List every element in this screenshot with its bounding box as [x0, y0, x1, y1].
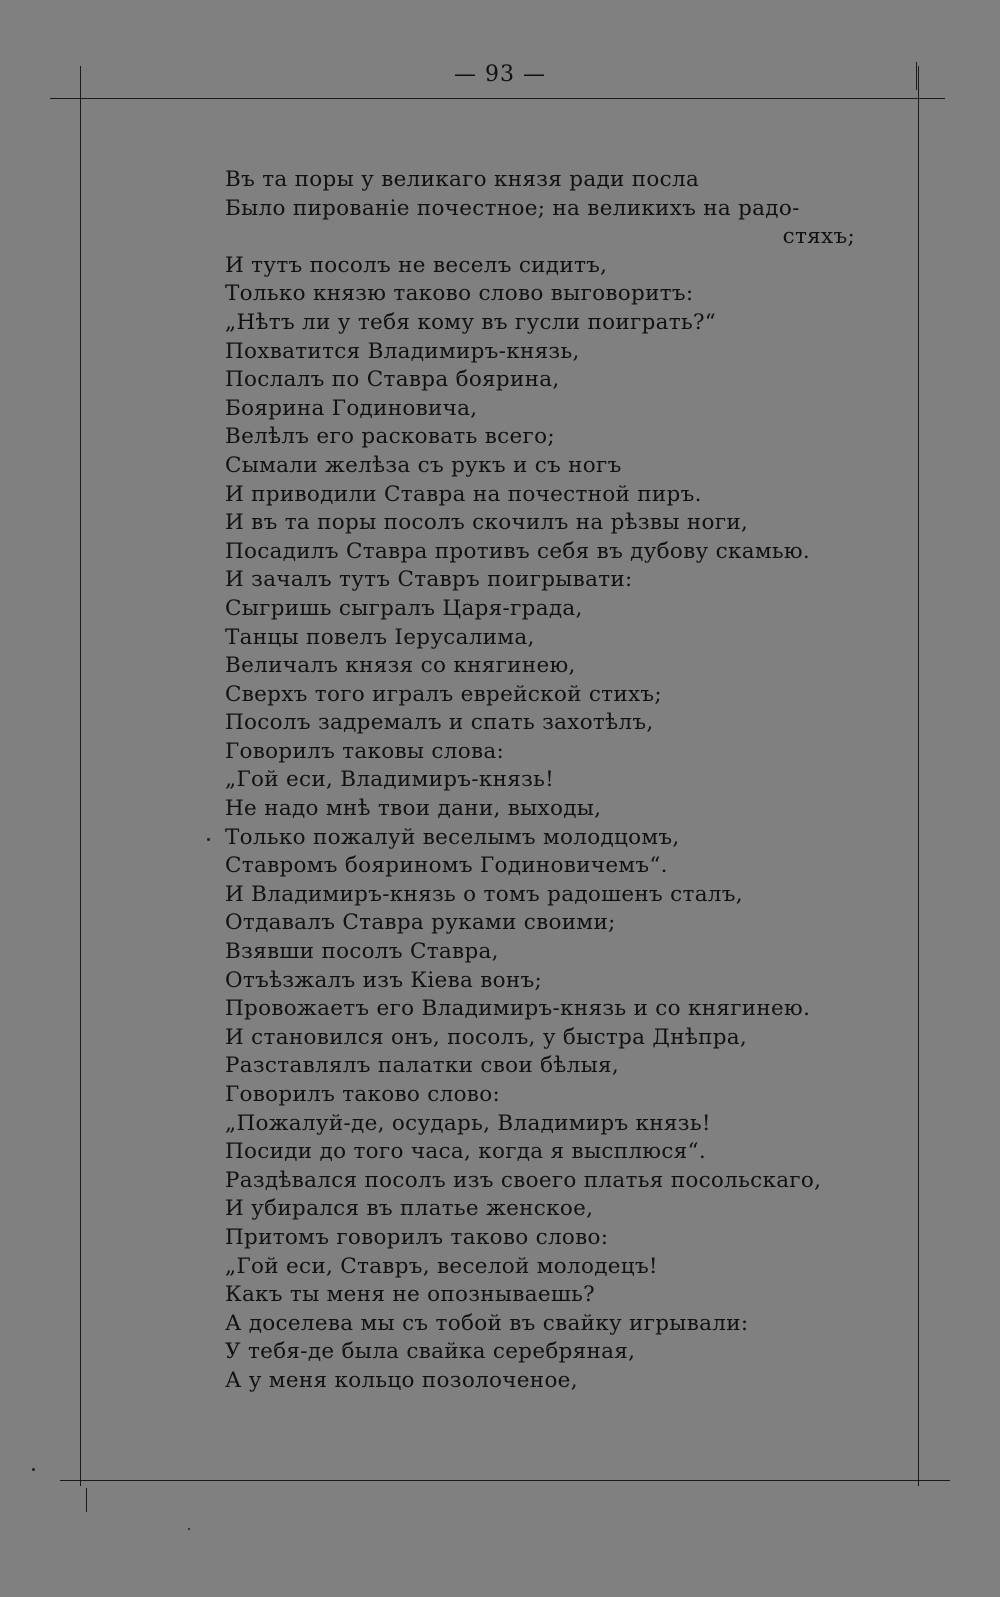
bottom-border-rule — [60, 1480, 950, 1481]
poem-line: „Гой еси, Ставръ, веселой молодецъ! — [225, 1253, 658, 1279]
poem-line: И въ та поры посолъ скочилъ на рѣзвы ноги, — [225, 510, 749, 536]
poem-line: И становился онъ, посолъ, у быстра Днѣпра, — [225, 1024, 748, 1050]
poem-line: Говорилъ таково слово: — [225, 1082, 501, 1107]
poem-line: Притомъ говорилъ таково слово: — [225, 1224, 609, 1250]
poem-line: Велѣлъ его расковать всего; — [225, 424, 555, 450]
poem-line: Похватится Владимиръ-князь, — [225, 338, 580, 364]
scan-speck — [32, 1468, 35, 1471]
poem-line: Посолъ задремалъ и спать захотѣлъ, — [225, 710, 654, 736]
poem-line: Только пожалуй веселымъ молодцомъ, — [225, 824, 680, 850]
poem-line: Сверхъ того игралъ еврейской стихъ; — [225, 681, 662, 707]
poem-line: Послалъ по Ставра боярина, — [225, 367, 560, 393]
poem-line-continuation: стяхъ; — [782, 224, 855, 250]
poem-line: Боярина Годиновича, — [225, 395, 478, 421]
poem-line: Отъѣзжалъ изъ Кіева вонъ; — [225, 967, 543, 993]
poem-line: Сымали желѣза съ рукъ и съ ногъ — [225, 452, 622, 478]
poem-line: У тебя-де была свайка серебряная, — [225, 1339, 636, 1365]
poem-line: Танцы повелъ Іерусалима, — [225, 624, 535, 650]
poem-line: Разставлялъ палатки свои бѣлыя, — [225, 1053, 620, 1079]
poem-line: И Владимиръ-князь о томъ радошенъ сталъ, — [225, 881, 743, 907]
scan-speck — [188, 1528, 190, 1530]
poem-line: Только князю таково слово выговоритъ: — [225, 281, 694, 307]
poem-line: Сыгришь сыгралъ Царя-града, — [225, 595, 583, 621]
poem-line: Какъ ты меня не опознываешь? — [225, 1282, 595, 1308]
poem-line: И тутъ посолъ не веселъ сидитъ, — [225, 252, 608, 278]
scan-speck — [207, 838, 210, 841]
poem-line: Въ та поры у великаго князя ради посла — [225, 167, 700, 192]
top-border-rule — [50, 98, 945, 99]
left-border-rule — [80, 66, 81, 1486]
bottom-left-tick — [86, 1488, 87, 1512]
poem-line: Отдавалъ Ставра руками своими; — [225, 910, 616, 936]
poem-line: Ставромъ бояриномъ Годиновичемъ“. — [225, 853, 668, 879]
poem-line: Провожаетъ его Владимиръ-князь и со княгинею. — [225, 996, 811, 1022]
poem-line: Посадилъ Ставра противъ себя въ дубову скамью. — [225, 538, 811, 564]
poem-text — [225, 166, 855, 1396]
right-border-rule — [918, 66, 919, 1486]
page-number: — 93 — — [454, 62, 546, 87]
poem-line: И зачалъ тутъ Ставръ поигрывати: — [225, 567, 633, 593]
poem-line: „Нѣтъ ли у тебя кому въ гусли поиграть?“ — [225, 309, 717, 335]
poem-line: Взявши посолъ Ставра, — [225, 939, 499, 965]
poem-line: А доселева мы съ тобой въ свайку игрывали: — [225, 1310, 749, 1336]
poem-line: Было пированіе почестное; на великихъ на радо- — [225, 195, 800, 221]
poem-line: „Гой еси, Владимиръ-князь! — [225, 767, 555, 793]
poem-line: Не надо мнѣ твои дани, выходы, — [225, 796, 602, 822]
poem-line: Посиди до того часа, когда я выcплюся“. — [225, 1139, 706, 1165]
poem-line: „Пожалуй-де, осударь, Владимиръ князь! — [225, 1110, 711, 1136]
poem-line: Величалъ князя со княгинею, — [225, 653, 576, 679]
poem-line: Раздѣвался посолъ изъ своего платья посольскаго, — [225, 1167, 822, 1193]
poem-line: И убирался въ платье женское, — [225, 1196, 594, 1222]
poem-line: Говорилъ таковы слова: — [225, 738, 505, 764]
poem-line: И приводили Ставра на почестной пиръ. — [225, 481, 702, 507]
poem-line: А у меня кольцо позолоченое, — [225, 1367, 578, 1393]
